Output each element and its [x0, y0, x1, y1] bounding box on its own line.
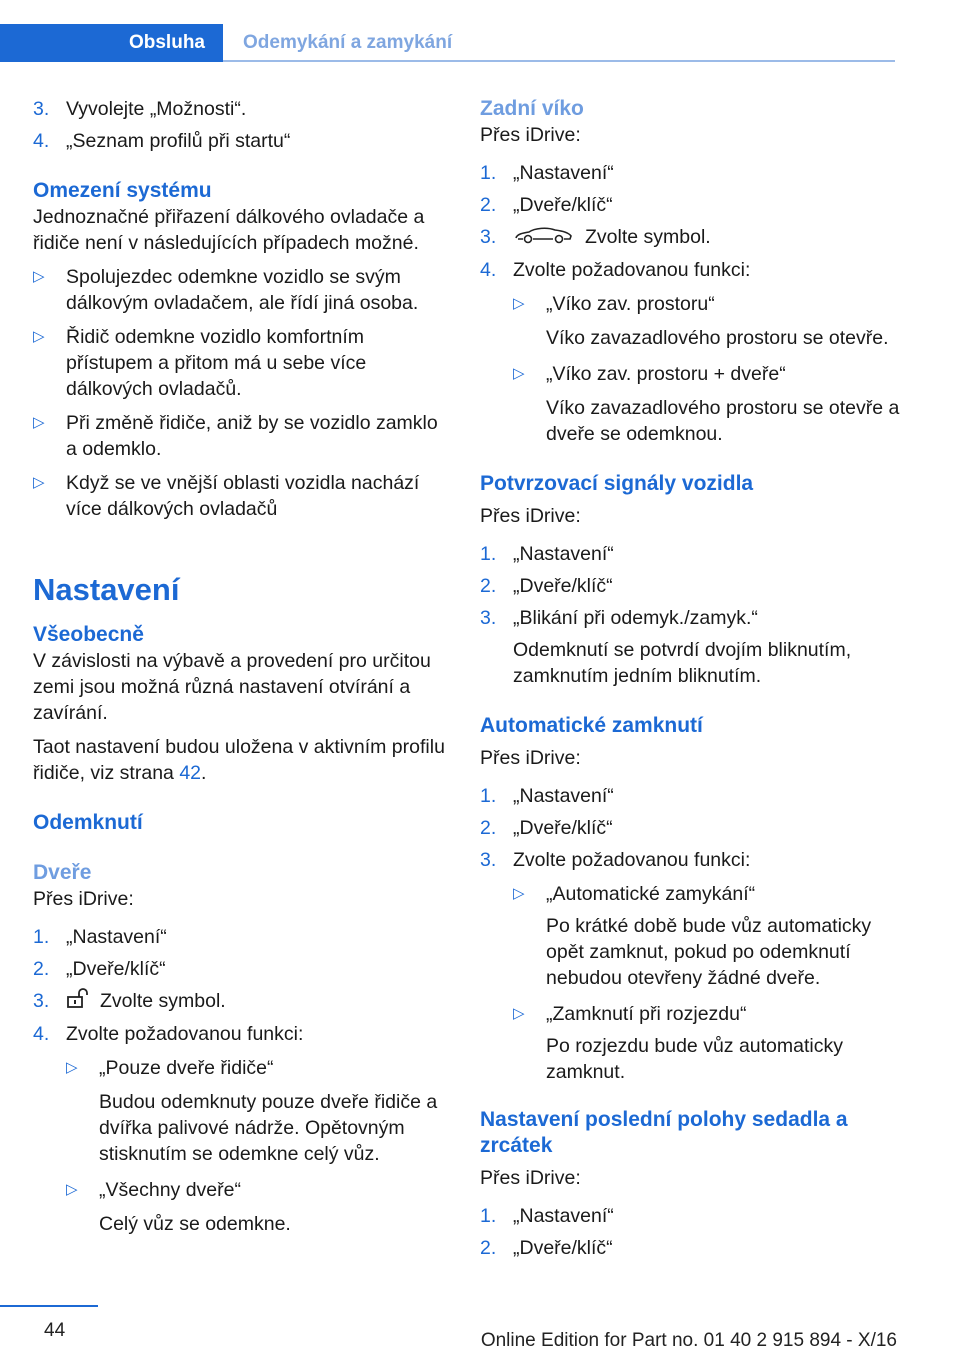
triangle-icon: ▷: [513, 885, 525, 903]
paragraph: Přes iDrive:: [480, 505, 581, 528]
paragraph: V závislosti na výbavě a provedení pro určitou zemi jsou možná různá nastavení otvírání a zavírání.: [33, 650, 431, 724]
list-item: 3. Zvolte požadovanou funkci:: [480, 849, 751, 872]
list-item: 2. „Dveře/klíč“: [480, 1237, 613, 1260]
option-group: [513, 291, 900, 447]
option-item: ▷ „Víko zav. prostoru“ Víko zavazadlového prostoru se otevře.: [513, 293, 889, 350]
heading-omezeni: Omezení systému: [33, 179, 212, 202]
list-item: 2. „Dveře/klíč“: [480, 817, 613, 840]
right-column: [480, 96, 900, 1261]
heading-nastaveni: Nastavení: [33, 572, 180, 607]
heading-potvrzovaci: Potvrzovací signály vozidla: [480, 472, 754, 496]
chapter-title: Odemykání a zamykání: [243, 32, 453, 53]
bullet-item: ▷ Spolujezdec odemkne vozidlo se svým dálkovým ovladačem, ale řídí jiná osoba.: [33, 266, 419, 314]
paragraph: Přes iDrive:: [480, 1167, 581, 1190]
triangle-icon: ▷: [33, 268, 45, 285]
page-header: [0, 0, 960, 62]
triangle-icon: ▷: [66, 1181, 78, 1199]
option-item: ▷ „Všechny dveře“ Celý vůz se odemkne.: [66, 1179, 291, 1236]
section-tab: Obsluha: [0, 24, 223, 62]
car-icon: [513, 224, 575, 251]
left-column: [33, 96, 447, 1237]
option-group: [66, 1055, 447, 1237]
list-item: 1. „Nastavení“: [33, 926, 167, 948]
heading-odemknuti: Odemknutí: [33, 811, 143, 834]
list-item: 1. „Nastavení“: [480, 543, 614, 566]
list-item: 3. „Blikání při odemyk./zamyk.“: [480, 607, 758, 630]
option-item: ▷ „Zamknutí při rozjezdu“ Po rozjezdu bude vůz automaticky zamknut.: [513, 1003, 843, 1084]
heading-vseobecne: Všeobecně: [33, 623, 144, 646]
paragraph: Taot nastavení budou uložena v aktivním profilu řidiče, viz strana 42.: [33, 736, 445, 784]
list-item: 3. Vyvolejte „Možnosti“.: [33, 98, 247, 120]
unlock-icon: [66, 988, 90, 1015]
heading-dvere: Dveře: [33, 861, 92, 884]
edition-note: Online Edition for Part no. 01 40 2 915 894 - X/16: [480, 1330, 897, 1351]
list-item: 4. Zvolte požadovanou funkci:: [33, 1023, 304, 1046]
option-item: ▷ „Automatické zamykání“ Po krátké době bude vůz automaticky opět zamknut, pokud po odemknutí nebudou otevřeny žádné dveře.: [513, 883, 872, 990]
heading-automaticke: Automatické zamknutí: [480, 714, 703, 738]
list-item: 2. „Dveře/klíč“: [480, 194, 613, 216]
list-item: 4. „Seznam profilů při startu“: [33, 130, 291, 152]
list-item: 1. „Nastavení“: [480, 162, 614, 184]
list-item: 4. Zvolte požadovanou funkci:: [480, 259, 751, 282]
option-item: ▷ „Pouze dveře řidiče“ Budou odemknuty pouze dveře řidiče a dvířka palivové nádrže. Opětovným stisknutím se odemkne celý vůz.: [66, 1057, 438, 1166]
option-group: [513, 881, 900, 1085]
bullet-item: ▷ Při změně řidiče, aniž by se vozidlo zamklo a odemklo.: [33, 412, 438, 460]
list-item: 3. Zvolte symbol.: [480, 224, 900, 251]
page-number: 44: [44, 1320, 66, 1341]
triangle-icon: ▷: [513, 1005, 525, 1023]
triangle-icon: ▷: [513, 295, 525, 313]
triangle-icon: ▷: [33, 414, 45, 431]
paragraph: Přes iDrive:: [480, 747, 581, 770]
triangle-icon: ▷: [33, 474, 45, 491]
list-item: 2. „Dveře/klíč“: [33, 958, 166, 980]
list-item: 1. „Nastavení“: [480, 1205, 614, 1228]
footer-rule: [0, 1305, 98, 1307]
paragraph: Přes iDrive:: [480, 124, 581, 146]
list-item: 2. „Dveře/klíč“: [480, 575, 613, 598]
paragraph: Přes iDrive:: [33, 888, 134, 910]
heading-posledni-poloha: Nastavení poslední polohy sedadla a zrcátek: [480, 1108, 848, 1158]
bullet-item: ▷ Řidič odemkne vozidlo komfortním přístupem a přitom má u sebe více dálkových ovladačů.: [33, 326, 367, 400]
list-item: 1. „Nastavení“: [480, 785, 614, 808]
heading-zadni-viko: Zadní víko: [480, 97, 584, 120]
triangle-icon: ▷: [66, 1059, 78, 1077]
paragraph: Jednoznačné přiřazení dálkového ovladače a řidiče není v následujících případech možné.: [33, 206, 425, 254]
triangle-icon: ▷: [513, 365, 525, 383]
list-item: 3. Zvolte symbol.: [33, 988, 447, 1015]
page-link[interactable]: 42: [179, 762, 202, 784]
option-item: ▷ „Víko zav. prostoru + dveře“ Víko zavazadlového prostoru se otevře a dveře se odemknou.: [513, 363, 900, 446]
header-rule: [223, 60, 895, 62]
triangle-icon: ▷: [33, 328, 45, 345]
bullet-item: ▷ Když se ve vnější oblasti vozidla nachází více dálkových ovladačů: [33, 472, 420, 520]
paragraph: Odemknutí se potvrdí dvojím bliknutím, zamknutím jedním bliknutím.: [513, 639, 852, 688]
